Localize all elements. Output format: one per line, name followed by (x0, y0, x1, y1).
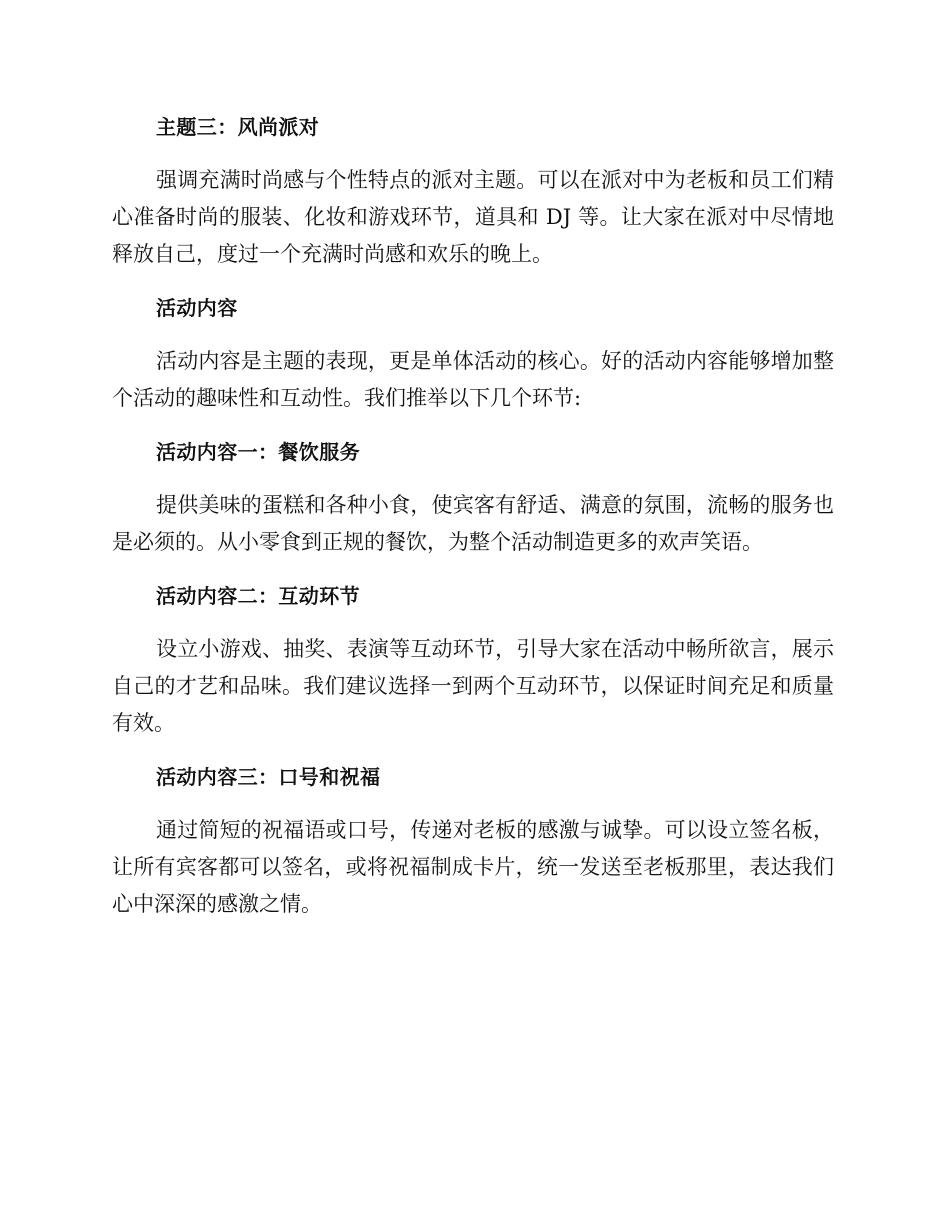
section-paragraph: 设立小游戏、抽奖、表演等互动环节，引导大家在活动中畅所欲言，展示自己的才艺和品味。我们建议选择一到两个互动环节，以保证时间充足和质量有效。 (112, 637, 834, 735)
section-catering (112, 435, 834, 561)
section-theme-three (112, 110, 834, 273)
section-interaction (112, 579, 834, 742)
section-paragraph: 活动内容是主题的表现，更是单体活动的核心。好的活动内容能够增加整个活动的趣味性和互动性。我们推举以下几个环节: (112, 349, 834, 410)
section-heading: 活动内容 (156, 296, 238, 320)
section-heading: 主题三：风尚派对 (156, 115, 320, 139)
section-paragraph: 强调充满时尚感与个性特点的派对主题。可以在派对中为老板和员工们精心准备时尚的服装、化妆和游戏环节，道具和 DJ 等。让大家在派对中尽情地释放自己，度过一个充满时尚感和欢乐的晚上。 (112, 168, 834, 266)
section-paragraph: 提供美味的蛋糕和各种小食，使宾客有舒适、满意的氛围，流畅的服务也是必须的。从小零食到正规的餐饮，为整个活动制造更多的欢声笑语。 (112, 493, 834, 554)
section-paragraph: 通过简短的祝福语或口号，传递对老板的感激与诚挚。可以设立签名板，让所有宾客都可以签名，或将祝福制成卡片，统一发送至老板那里，表达我们心中深深的感激之情。 (112, 818, 834, 916)
section-heading: 活动内容一：餐饮服务 (156, 440, 360, 464)
document-page (112, 110, 834, 923)
section-heading: 活动内容二：互动环节 (156, 584, 360, 608)
section-heading: 活动内容三：口号和祝福 (156, 765, 381, 789)
section-slogans-blessings (112, 760, 834, 923)
section-activity-content (112, 291, 834, 417)
